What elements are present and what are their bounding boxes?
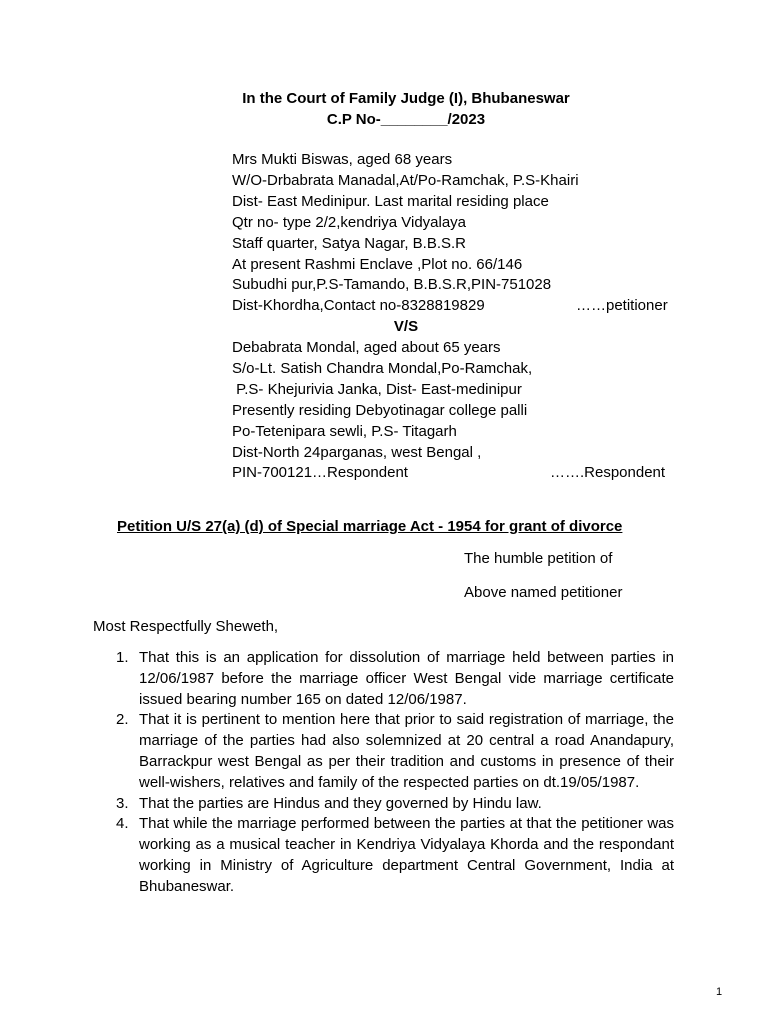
petitioner-line: Qtr no- type 2/2,kendriya Vidyalaya: [232, 213, 467, 231]
case-number: C.P No-________/2023: [326, 111, 486, 128]
humble-petition-line: The humble petition of: [464, 550, 613, 567]
paragraph-text: That this is an application for dissolution of marriage held between parties in 12/06/1987 before the marriage officer West Bengal vide marriage certificate issued bearing number 165 on dated 12/06/1987.: [139, 649, 674, 708]
respondent-role: …….Respondent: [550, 464, 666, 481]
respondent-line: Presently residing Debyotinagar college palli: [232, 401, 528, 419]
court-title: In the Court of Family Judge (I), Bhubaneswar: [242, 90, 570, 107]
petitioner-role: ……petitioner: [576, 297, 668, 314]
paragraph-list: [116, 648, 674, 898]
paragraph-number: 2.: [116, 711, 129, 729]
petitioner-line: W/O-Drbabrata Manadal,At/Po-Ramchak, P.S-Khairi: [232, 171, 579, 189]
petition-heading: Petition U/S 27(a) (d) of Special marriage Act - 1954 for grant of divorce: [117, 518, 623, 535]
paragraph-item: [116, 648, 674, 710]
paragraph-item: [116, 710, 674, 793]
respondent-line: Po-Tetenipara sewli, P.S- Titagarh: [232, 422, 457, 440]
paragraph-text: That while the marriage performed between the parties at that the petitioner was working as a musical teacher in Kendriya Vidyalaya Khorda and the respondant working in Ministry of Agriculture department Central Government, India at Bhubaneswar.: [139, 815, 674, 895]
petitioner-line: Dist-Khordha,Contact no-8328819829: [232, 297, 485, 315]
respondent-line: P.S- Khejurivia Janka, Dist- East-medinipur: [232, 380, 522, 398]
page-number: 1: [716, 986, 723, 998]
petitioner-line: Dist- East Medinipur. Last marital residing place: [232, 192, 549, 210]
salutation: Most Respectfully Sheweth,: [93, 618, 279, 635]
petitioner-line: At present Rashmi Enclave ,Plot no. 66/146: [232, 255, 523, 273]
petitioner-line: Mrs Mukti Biswas, aged 68 years: [232, 151, 453, 168]
named-petitioner-line: Above named petitioner: [464, 584, 623, 601]
paragraph-number: 3.: [116, 794, 129, 812]
paragraph-item: [116, 794, 674, 815]
paragraph-text: That it is pertinent to mention here that prior to said registration of marriage, the marriage of the parties had also solemnized at 20 central a road Anandapury, Barrackpur west Bengal as per their tradition and customs in presence of their well-wishers, relatives and family of the respected parties on dt.19/05/1987.: [139, 711, 674, 791]
paragraph-number: 1.: [116, 649, 129, 666]
respondent-line: Dist-North 24parganas, west Bengal ,: [232, 443, 482, 461]
respondent-line: Debabrata Mondal, aged about 65 years: [232, 339, 501, 356]
petitioner-line: Subudhi pur,P.S-Tamando, B.B.S.R,PIN-751028: [232, 276, 552, 294]
respondent-address: [232, 338, 532, 484]
petitioner-line: Staff quarter, Satya Nagar, B.B.S.R: [232, 234, 467, 252]
respondent-line: S/o-Lt. Satish Chandra Mondal,Po-Ramchak,: [232, 359, 533, 377]
paragraph-item: [116, 814, 674, 897]
versus-label: V/S: [393, 318, 419, 335]
paragraph-number: 4.: [116, 815, 129, 833]
paragraph-text: That the parties are Hindus and they governed by Hindu law.: [139, 794, 542, 812]
petitioner-address: [232, 150, 579, 317]
respondent-line: PIN-700121…Respondent: [232, 464, 408, 482]
